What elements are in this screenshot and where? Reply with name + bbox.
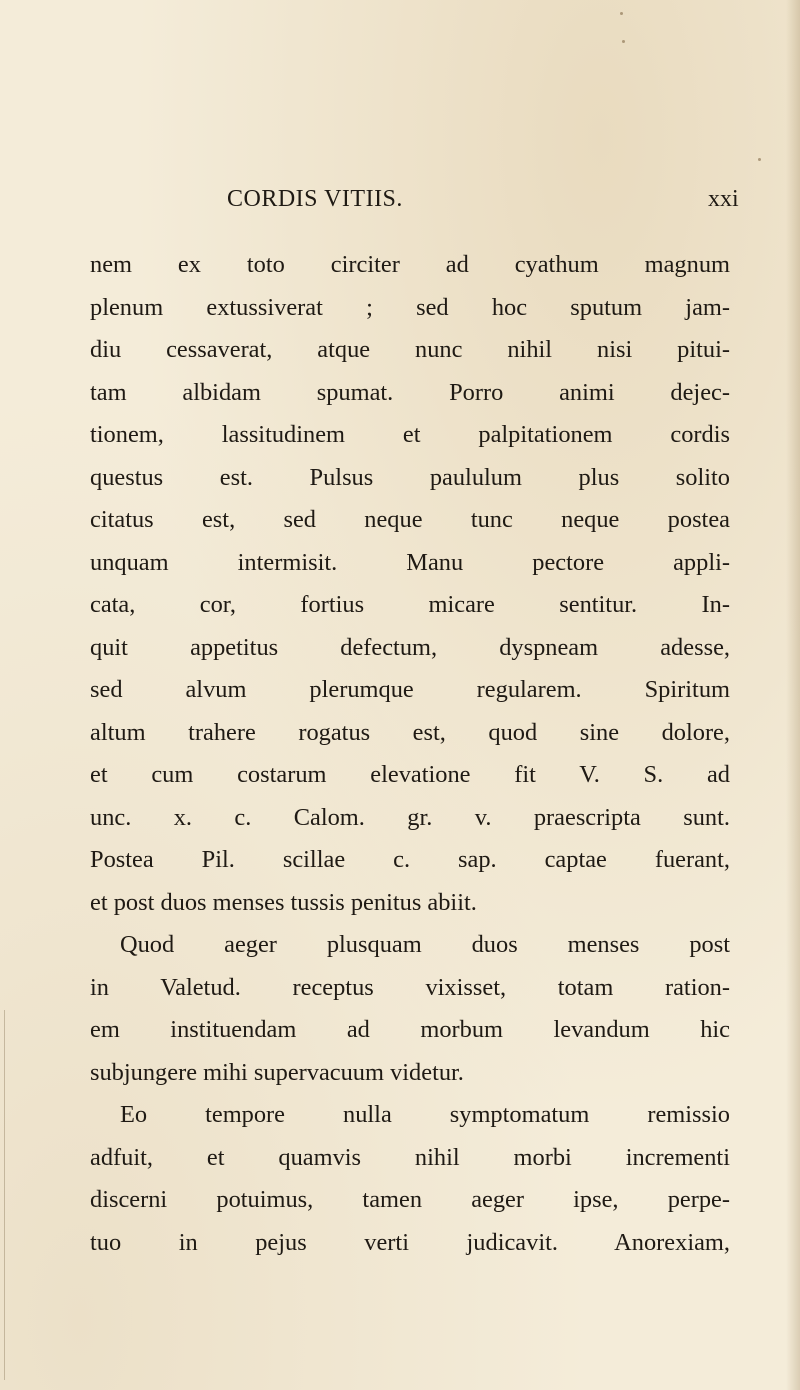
text-line: et cum costarum elevatione fit V. S. ad bbox=[90, 761, 730, 788]
text-line: Postea Pil. scillae c. sap. captae fuerant, bbox=[90, 846, 730, 873]
text-line: quit appetitus defectum, dyspneam adesse, bbox=[90, 633, 730, 661]
text-line: Quod aeger plusquam duos menses post bbox=[120, 931, 730, 958]
text-line: et post duos menses tussis penitus abiit. bbox=[90, 888, 477, 916]
text-line: in Valetud. receptus vixisset, totam ration- bbox=[90, 973, 730, 1001]
binding-line bbox=[4, 1010, 5, 1380]
text-line: tuo in pejus verti judicavit. Anorexiam, bbox=[90, 1228, 730, 1256]
text-line: cata, cor, fortius micare sentitur. In- bbox=[90, 591, 730, 618]
text-line: sed alvum plerumque regularem. Spiritum bbox=[90, 676, 730, 703]
text-line: Eo tempore nulla symptomatum remissio bbox=[120, 1101, 730, 1128]
text-line: questus est. Pulsus paululum plus solito bbox=[90, 463, 730, 491]
running-title: CORDIS VITIIS. bbox=[227, 186, 403, 212]
paper-blemish bbox=[622, 40, 625, 43]
text-line: tam albidam spumat. Porro animi dejec- bbox=[90, 378, 730, 406]
page-header bbox=[0, 186, 800, 220]
paper-blemish bbox=[620, 12, 623, 15]
paper-blemish bbox=[758, 158, 761, 161]
text-line: unc. x. c. Calom. gr. v. praescripta sunt. bbox=[90, 803, 730, 831]
text-line: unquam intermisit. Manu pectore appli- bbox=[90, 548, 730, 576]
page-number: xxi bbox=[708, 186, 739, 212]
text-line: em instituendam ad morbum levandum hic bbox=[90, 1016, 730, 1043]
body-text bbox=[90, 244, 730, 1264]
text-line: citatus est, sed neque tunc neque postea bbox=[90, 506, 730, 533]
text-line: plenum extussiverat ; sed hoc sputum jam- bbox=[90, 293, 730, 321]
text-line: altum trahere rogatus est, quod sine dolore, bbox=[90, 718, 730, 746]
text-line: nem ex toto circiter ad cyathum magnum bbox=[90, 251, 730, 278]
text-line: diu cessaverat, atque nunc nihil nisi pitui- bbox=[90, 336, 730, 363]
text-line: tionem, lassitudinem et palpitationem cordis bbox=[90, 421, 730, 448]
text-line: discerni potuimus, tamen aeger ipse, perpe- bbox=[90, 1186, 730, 1213]
text-line: adfuit, et quamvis nihil morbi incrementi bbox=[90, 1143, 730, 1171]
text-line: subjungere mihi supervacuum videtur. bbox=[90, 1058, 464, 1086]
